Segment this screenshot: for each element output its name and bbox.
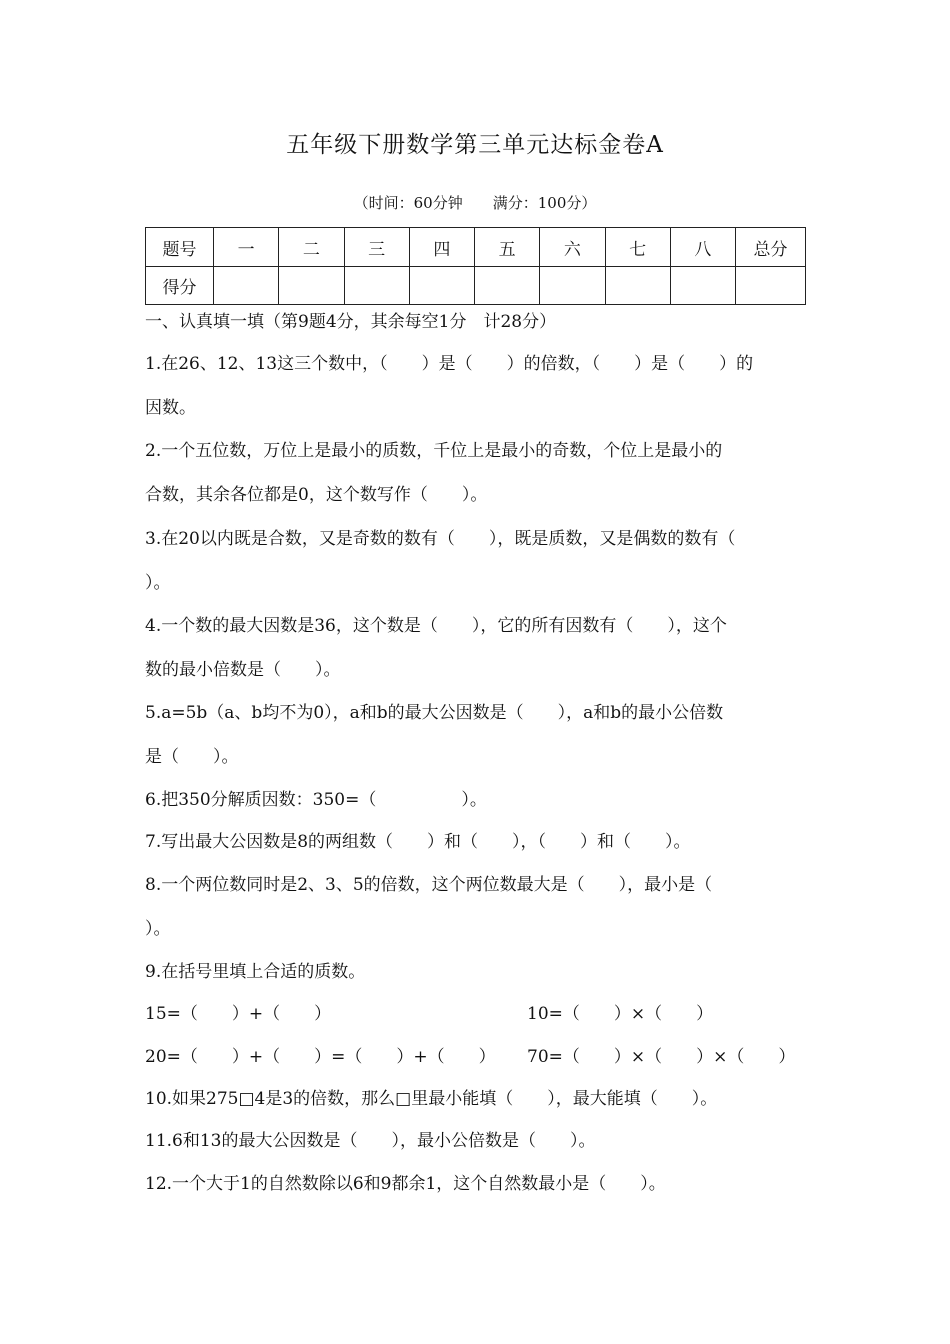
exam-info: （时间：60分钟 满分：100分）	[353, 194, 597, 212]
score-cell[interactable]	[605, 267, 670, 305]
question-line: 9.在括号里填上合适的质数。	[145, 962, 366, 982]
question-line: ）。	[145, 573, 171, 593]
header-cell: 三	[344, 228, 409, 267]
section-heading: 一、认真填一填（第9题4分，其余每空1分 计28分）	[145, 312, 557, 332]
header-cell: 四	[409, 228, 474, 267]
q9-equation: 70=（ ）×（ ）×（ ）	[527, 1047, 796, 1067]
question-line: 7.写出最大公因数是8的两组数（ ）和（ ），（ ）和（ ）。	[145, 832, 691, 852]
score-cell[interactable]	[409, 267, 474, 305]
score-cell[interactable]	[540, 267, 605, 305]
header-cell: 一	[214, 228, 279, 267]
question-line: 12.一个大于1的自然数除以6和9都余1，这个自然数最小是（ ）。	[145, 1174, 666, 1194]
question-line: ）。	[145, 919, 171, 939]
header-cell: 六	[540, 228, 605, 267]
question-line: 2.一个五位数，万位上是最小的质数，千位上是最小的奇数，个位上是最小的	[145, 441, 723, 461]
question-line: 3.在20以内既是合数，又是奇数的数有（ ），既是质数，又是偶数的数有（	[145, 529, 736, 549]
question-line: 因数。	[145, 398, 196, 418]
question-line: 是（ ）。	[145, 747, 239, 767]
score-cell[interactable]	[279, 267, 344, 305]
header-cell: 七	[605, 228, 670, 267]
header-cell: 题号	[146, 228, 214, 267]
question-line: 8.一个两位数同时是2、3、5的倍数，这个两位数最大是（ ），最小是（	[145, 875, 713, 895]
header-cell: 二	[279, 228, 344, 267]
question-line: 11.6和13的最大公因数是（ ），最小公倍数是（ ）。	[145, 1131, 596, 1151]
q9-equation: 15=（ ）+（ ）	[145, 1004, 332, 1024]
header-cell: 总分	[736, 228, 806, 267]
score-table	[145, 227, 806, 305]
header-cell: 八	[670, 228, 735, 267]
header-cell: 五	[475, 228, 540, 267]
question-line: 4.一个数的最大因数是36，这个数是（ ），它的所有因数有（ ），这个	[145, 616, 727, 636]
score-cell[interactable]	[670, 267, 735, 305]
question-line: 1.在26、12、13这三个数中，（ ）是（ ）的倍数，（ ）是（ ）的	[145, 354, 754, 374]
score-row-label: 得分	[146, 267, 214, 305]
question-line: 数的最小倍数是（ ）。	[145, 660, 341, 680]
page-title: 五年级下册数学第三单元达标金卷A	[286, 132, 664, 158]
question-line: 10.如果275□4是3的倍数，那么□里最小能填（ ），最大能填（ ）。	[145, 1089, 718, 1109]
score-table-header-row	[146, 228, 806, 267]
question-line: 5.a=5b（a、b均不为0），a和b的最大公因数是（ ），a和b的最小公倍数	[145, 703, 724, 723]
score-cell[interactable]	[344, 267, 409, 305]
question-line: 6.把350分解质因数：350=（ ）。	[145, 790, 487, 810]
score-cell[interactable]	[736, 267, 806, 305]
score-cell[interactable]	[475, 267, 540, 305]
score-table-score-row	[146, 267, 806, 305]
score-cell[interactable]	[214, 267, 279, 305]
q9-equation: 20=（ ）+（ ）=（ ）+（ ）	[145, 1047, 496, 1067]
q9-equation: 10=（ ）×（ ）	[527, 1004, 714, 1024]
question-line: 合数，其余各位都是0，这个数写作（ ）。	[145, 485, 488, 505]
